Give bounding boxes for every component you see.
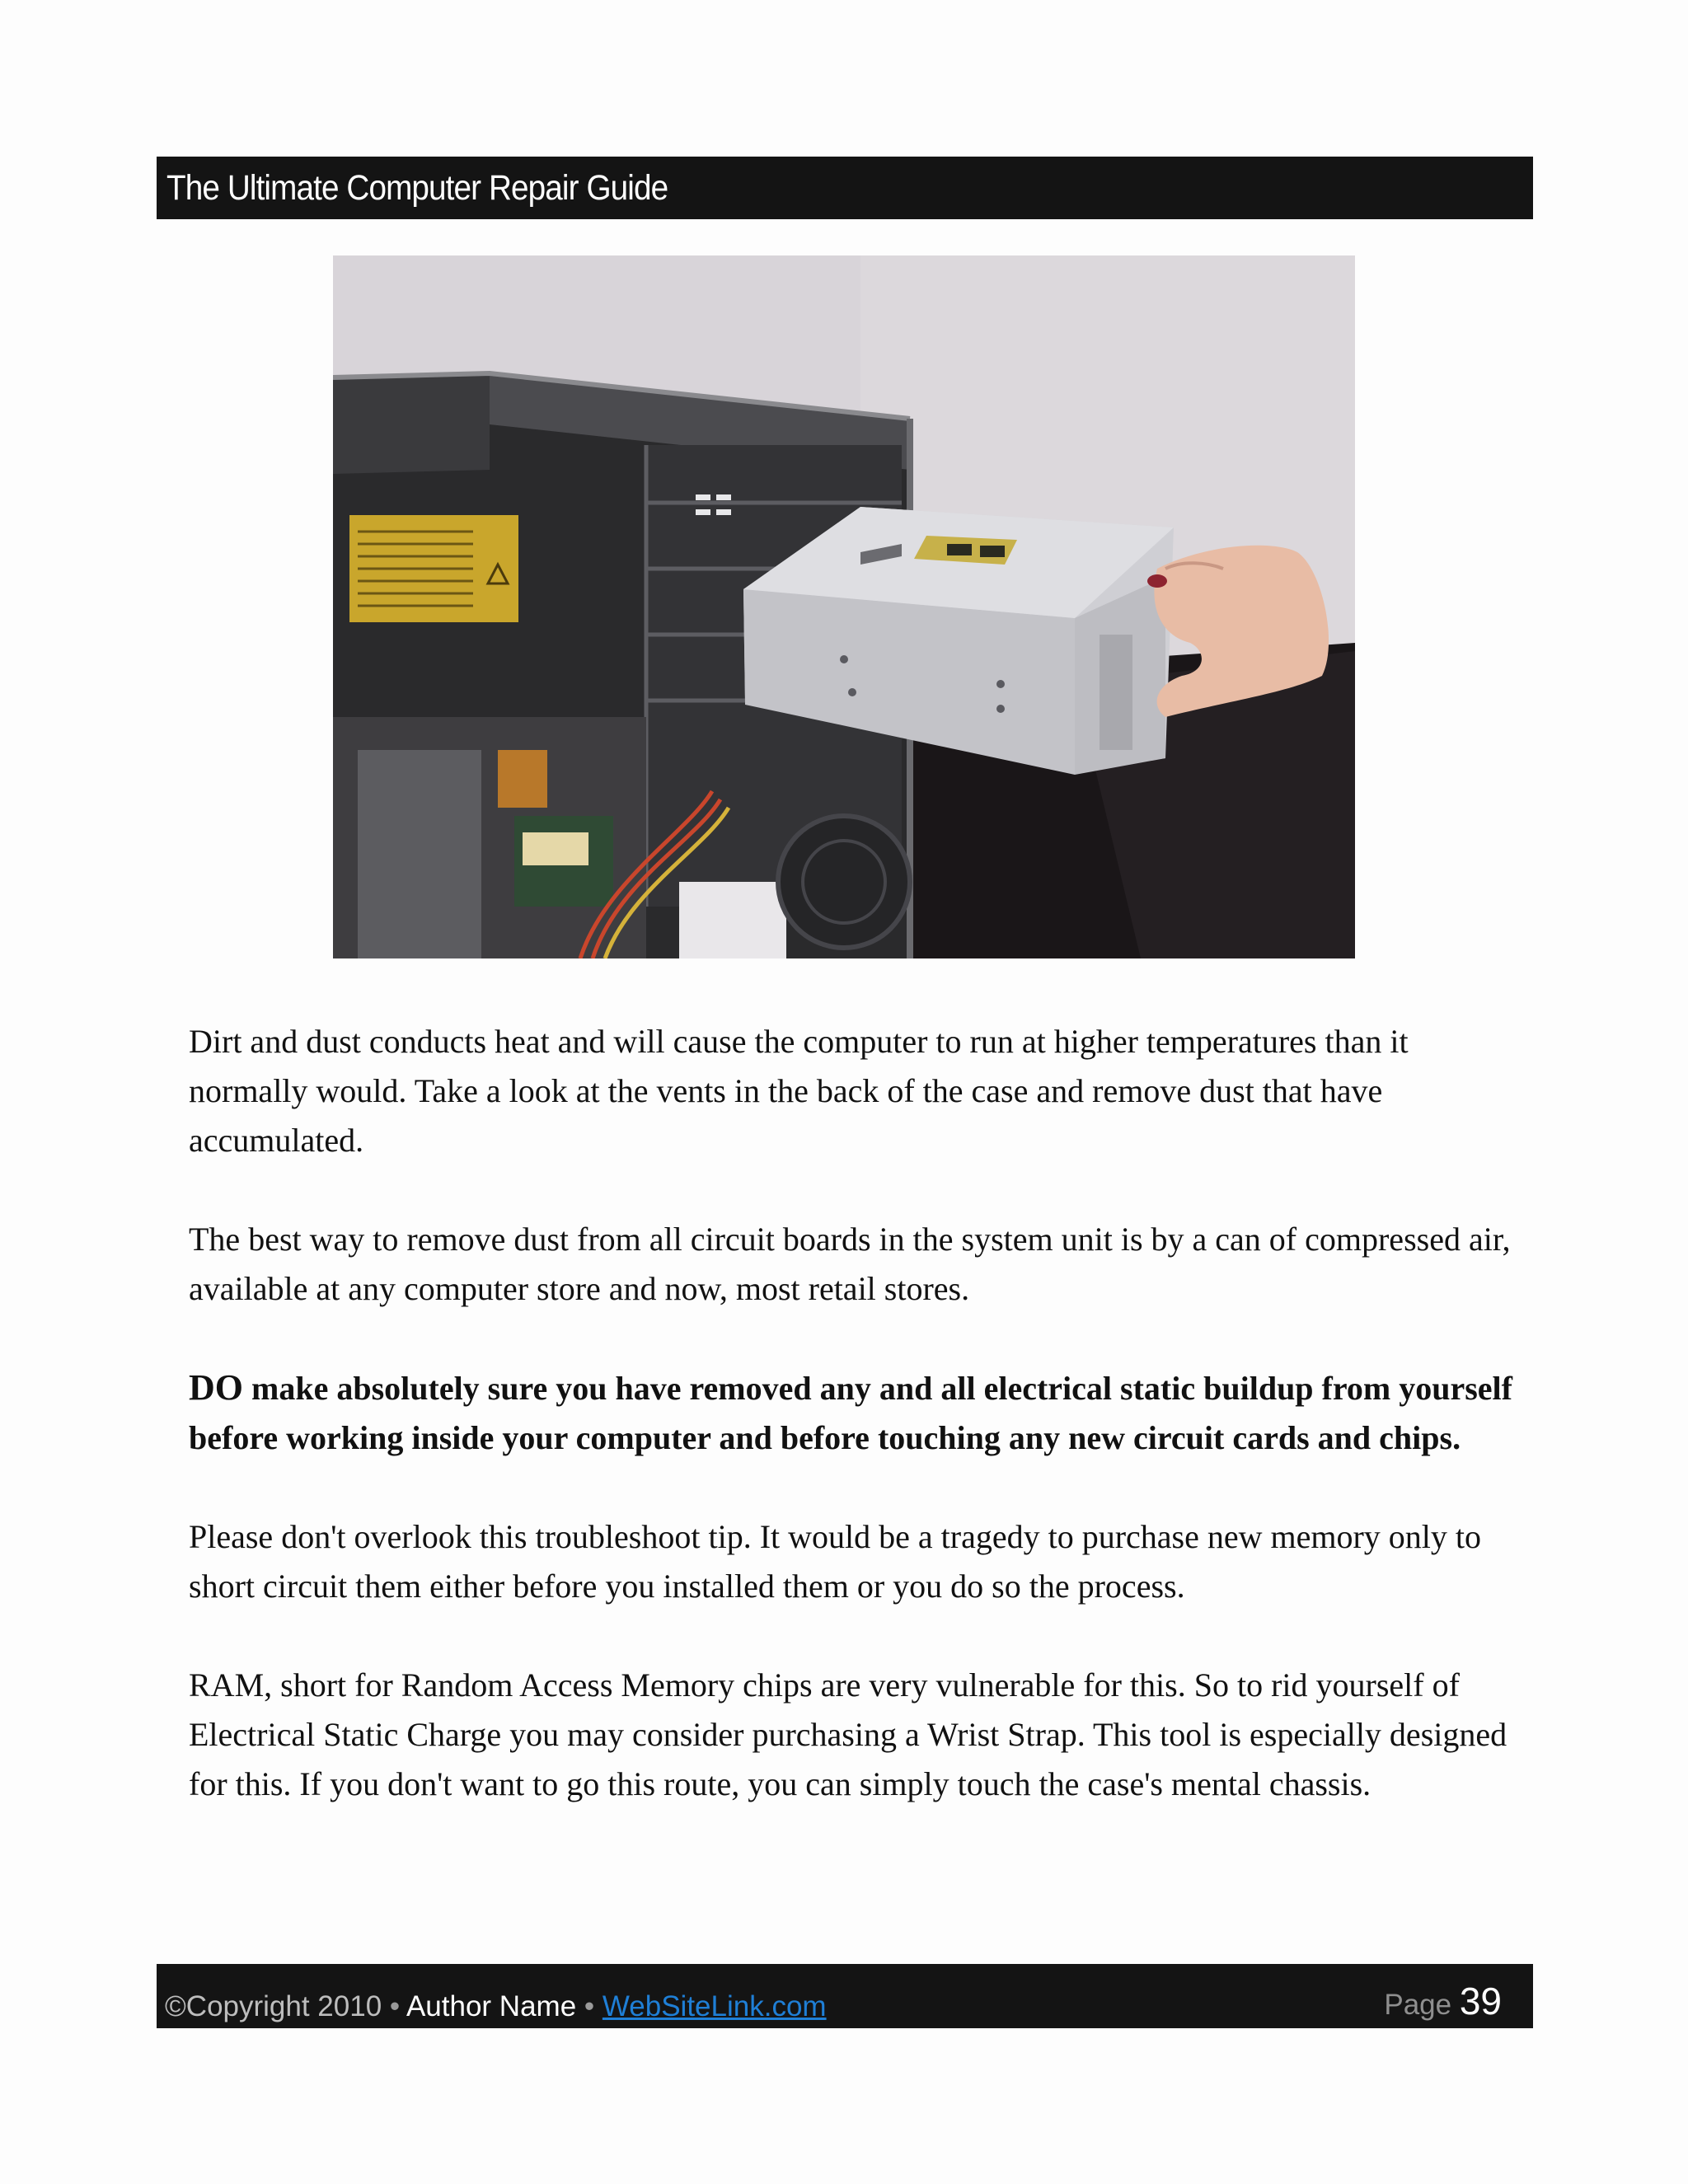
page-title: The Ultimate Computer Repair Guide (166, 167, 668, 208)
author-name: Author Name (406, 1990, 577, 2022)
paragraph-wrist-strap: RAM, short for Random Access Memory chips are very vulnerable for this. So to rid yourself of Electrical Static Charge you may consider purchasing a Wrist Strap. This tool is especially designed for this. If you don't want to go this route, you can simply touch the case's mental chassis. (189, 1666, 1507, 1802)
paragraph-dust: Dirt and dust conducts heat and will cause the computer to run at higher temperatures than it normally would. Take a look at the vents in the back of the case and remove dust that have accumulated. (189, 1023, 1409, 1159)
website-link[interactable]: WebSiteLink.com (602, 1990, 827, 2022)
page-label: Page (1384, 1989, 1460, 2021)
footer-bar (157, 1964, 1533, 2028)
paragraph-static-warning (189, 1363, 1524, 1463)
warning-lead: DO (189, 1367, 243, 1408)
separator-dot: • (382, 1990, 406, 2022)
paragraph-compressed-air: The best way to remove dust from all circuit boards in the system unit is by a can of compressed air, available at any computer store and now, most retail stores. (189, 1221, 1511, 1307)
footer-credits (165, 1990, 827, 2023)
page-number: 39 (1459, 1980, 1502, 2022)
page-indicator (1384, 1979, 1502, 2023)
separator-dot: • (576, 1990, 603, 2022)
body-text (189, 1017, 1524, 1858)
photo-computer-case (333, 255, 1355, 958)
copyright-text: ©Copyright 2010 (165, 1990, 382, 2022)
warning-text: make absolutely sure you have removed any and all electrical static buildup from yourself before working inside your computer and before touching any new circuit cards and chips. (189, 1370, 1512, 1456)
header-bar (157, 157, 1533, 219)
paragraph-troubleshoot-tip: Please don't overlook this troubleshoot tip. It would be a tragedy to purchase new memory only to short circuit them either before you installed them or you do so the process. (189, 1518, 1482, 1605)
